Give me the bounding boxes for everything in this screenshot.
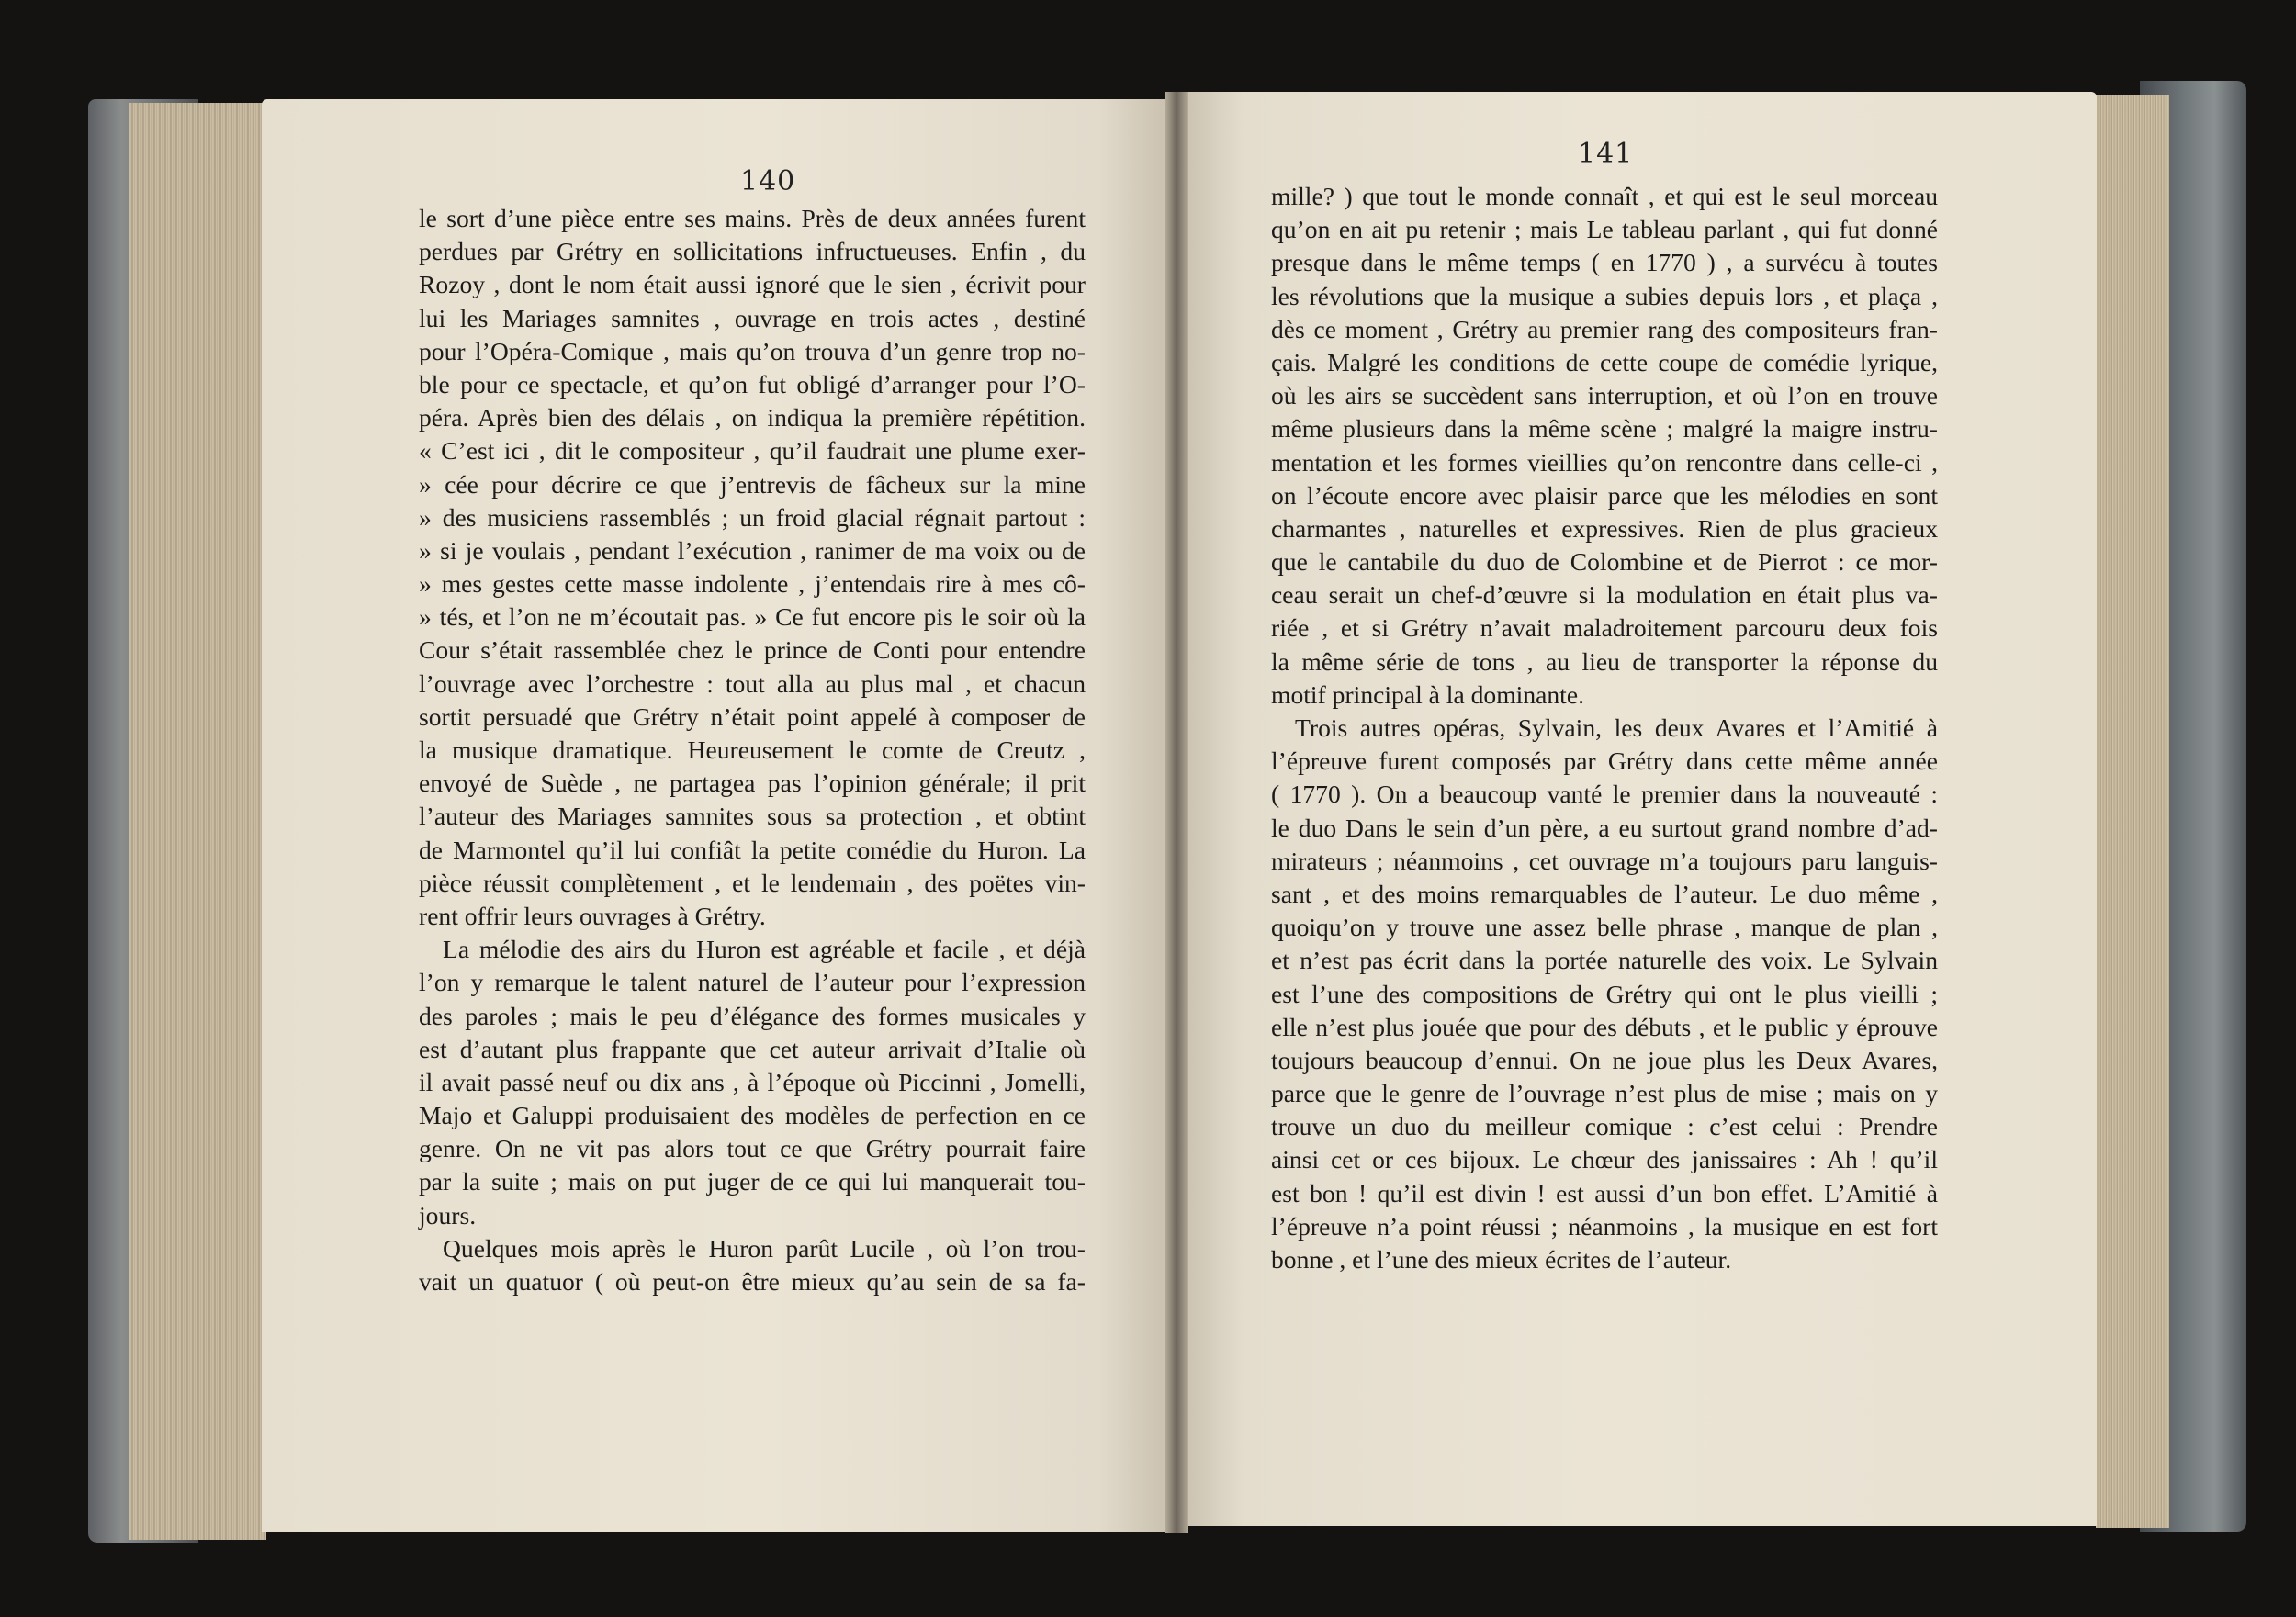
text-line: ceau serait un chef-d’œuvre si la modulation en était plus va- xyxy=(1271,580,1938,610)
text-line: vait un quatuor ( où peut-on être mieux qu’au sein de sa fa- xyxy=(419,1267,1086,1296)
text-line: Rozoy , dont le nom était aussi ignoré que le sien , écrivit pour xyxy=(419,270,1086,299)
text-line: le sort d’une pièce entre ses mains. Près de deux années furent xyxy=(419,204,1086,232)
text-line: Trois autres opéras, Sylvain, les deux Avares et l’Amitié à xyxy=(1295,713,1938,742)
text-line: que le cantabile du duo de Colombine et de Pierrot : ce mor- xyxy=(1271,547,1938,577)
text-line: quoiqu’on y trouve une assez belle phrase , manque de plan , xyxy=(1271,913,1938,942)
text-line: » mes gestes cette masse indolente , j’entendais rire à mes cô- xyxy=(419,569,1086,599)
text-line: ble pour ce spectacle, et qu’on fut obligé d’arranger pour l’O- xyxy=(419,369,1086,399)
text-line: Quelques mois après le Huron parût Lucile , où l’on trou- xyxy=(443,1233,1086,1263)
text-line: rent offrir leurs ouvrages à Grétry. xyxy=(419,901,766,930)
book-gutter xyxy=(1165,92,1188,1533)
text-line: l’épreuve n’a point réussi ; néanmoins , la musique en est fort xyxy=(1271,1211,1938,1241)
text-line: motif principal à la dominante. xyxy=(1271,679,1584,709)
text-line: Cour s’était rassemblée chez le prince de Conti pour entendre xyxy=(419,635,1086,665)
text-line: de Marmontel qu’il lui confiât la petite comédie du Huron. La xyxy=(419,835,1086,864)
text-line: çais. Malgré les conditions de cette coupe de comédie lyrique, xyxy=(1271,347,1938,376)
text-line: est bon ! qu’il est divin ! est aussi d’un bon effet. L’Amitié à xyxy=(1271,1178,1938,1207)
text-line: où les airs se succèdent sans interruption, et où l’on en trouve xyxy=(1271,381,1938,410)
text-line: riée , et si Grétry n’avait maladroitement parcouru deux fois xyxy=(1271,613,1938,643)
text-line: genre. On ne vit pas alors tout ce que Grétry pourrait faire xyxy=(419,1134,1086,1163)
text-line: qu’on en ait pu retenir ; mais Le tableau parlant , qui fut donné xyxy=(1271,215,1938,244)
text-line: dès ce moment , Grétry au premier rang des compositeurs fran- xyxy=(1271,314,1938,343)
text-line: sortit persuadé que Grétry n’était point appelé à composer de xyxy=(419,702,1086,731)
text-line: charmantes , naturelles et expressives. Rien de plus gracieux xyxy=(1271,513,1938,543)
text-line: envoyé de Suède , ne partagea pas l’opinion générale; il prit xyxy=(419,769,1086,798)
text-line: la musique dramatique. Heureusement le comte de Creutz , xyxy=(419,736,1086,764)
text-line: mirateurs ; néanmoins , cet ouvrage m’a toujours paru languis- xyxy=(1271,846,1938,875)
page-number-left: 140 xyxy=(740,165,796,197)
text-line: l’ouvrage avec l’orchestre : tout alla au plus mal , et chacun xyxy=(419,668,1086,698)
text-line: ( 1770 ). On a beaucoup vanté le premier dans la nouveauté : xyxy=(1271,780,1938,809)
left-page-text xyxy=(419,202,1086,1298)
text-line: » tés, et l’on ne m’écoutait pas. » Ce fut encore pis le soir où la xyxy=(419,602,1086,632)
text-line: pièce réussit complètement , et le lendemain , des poëtes vin- xyxy=(419,868,1086,897)
text-line: « C’est ici , dit le compositeur , qu’il faudrait une plume exer- xyxy=(419,436,1086,466)
right-page-text xyxy=(1271,180,1938,1276)
text-line: la même série de tons , au lieu de transporter la réponse du xyxy=(1271,646,1938,676)
text-line: par la suite ; mais on put juger de ce qui lui manquerait tou- xyxy=(419,1167,1086,1196)
text-line: » si je voulais , pendant l’exécution , ranimer de ma voix ou de xyxy=(419,535,1086,565)
text-line: elle n’est plus jouée que pour des débuts , et le public y éprouve xyxy=(1271,1012,1938,1041)
text-line: on l’écoute encore avec plaisir parce que les mélodies en sont xyxy=(1271,480,1938,510)
text-line: sant , et des moins remarquables de l’auteur. Le duo même , xyxy=(1271,879,1938,908)
text-line: mentation et les formes vieillies qu’on rencontre dans celle-ci , xyxy=(1271,447,1938,477)
text-line: péra. Après bien des délais , on indiqua la première répétition. xyxy=(419,403,1086,432)
text-line: pour l’Opéra-Comique , mais qu’on trouva d’un genre trop no- xyxy=(419,336,1086,365)
text-line: des paroles ; mais le peu d’élégance des formes musicales y xyxy=(419,1001,1086,1030)
text-line: Majo et Galuppi produisaient des modèles de perfection en ce xyxy=(419,1101,1086,1130)
text-line: les révolutions que la musique a subies depuis lors , et plaça , xyxy=(1271,281,1938,310)
text-line: bonne , et l’une des mieux écrites de l’auteur. xyxy=(1271,1245,1732,1274)
text-line: est l’une des compositions de Grétry qui ont le plus vieilli ; xyxy=(1271,979,1938,1008)
text-line: presque dans le même temps ( en 1770 ) , a survécu à toutes xyxy=(1271,248,1938,277)
text-line: l’auteur des Mariages samnites sous sa protection , et obtint xyxy=(419,802,1086,831)
page-edges-right xyxy=(2096,95,2169,1528)
page-number-right: 141 xyxy=(1578,138,1634,170)
text-line: le duo Dans le sein d’un père, a eu surtout grand nombre d’ad- xyxy=(1271,813,1938,842)
text-line: même plusieurs dans la même scène ; malgré la maigre instru- xyxy=(1271,414,1938,444)
text-line: l’on y remarque le talent naturel de l’auteur pour l’expression xyxy=(419,968,1086,997)
text-line: toujours beaucoup d’ennui. On ne joue plus les Deux Avares, xyxy=(1271,1045,1938,1074)
text-line: il avait passé neuf ou dix ans , à l’époque où Piccinni , Jomelli, xyxy=(419,1067,1086,1096)
text-line: lui les Mariages samnites , ouvrage en trois actes , destiné xyxy=(419,303,1086,332)
text-line: trouve un duo du meilleur comique : c’est celui : Prendre xyxy=(1271,1112,1938,1141)
text-line: » des musiciens rassemblés ; un froid glacial régnait partout : xyxy=(419,502,1086,532)
text-line: ainsi cet or ces bijoux. Le chœur des janissaires : Ah ! qu’il xyxy=(1271,1145,1938,1174)
page-edges-left xyxy=(129,103,266,1540)
text-line: et n’est pas écrit dans la portée naturelle des voix. Le Sylvain xyxy=(1271,946,1938,975)
text-line: » cée pour décrire ce que j’entrevis de fâcheux sur la mine xyxy=(419,469,1086,499)
text-line: l’épreuve furent composés par Grétry dans cette même année xyxy=(1271,747,1938,776)
text-line: jours. xyxy=(419,1200,477,1230)
text-line: est d’autant plus frappante que cet auteur arrivait d’Italie où xyxy=(419,1034,1086,1063)
text-line: parce que le genre de l’ouvrage n’est plus de mise ; mais on y xyxy=(1271,1079,1938,1108)
text-line: mille? ) que tout le monde connaît , et qui est le seul morceau xyxy=(1271,182,1938,210)
text-line: La mélodie des airs du Huron est agréable et facile , et déjà xyxy=(443,935,1086,964)
text-line: perdues par Grétry en sollicitations infructueuses. Enfin , du xyxy=(419,237,1086,266)
